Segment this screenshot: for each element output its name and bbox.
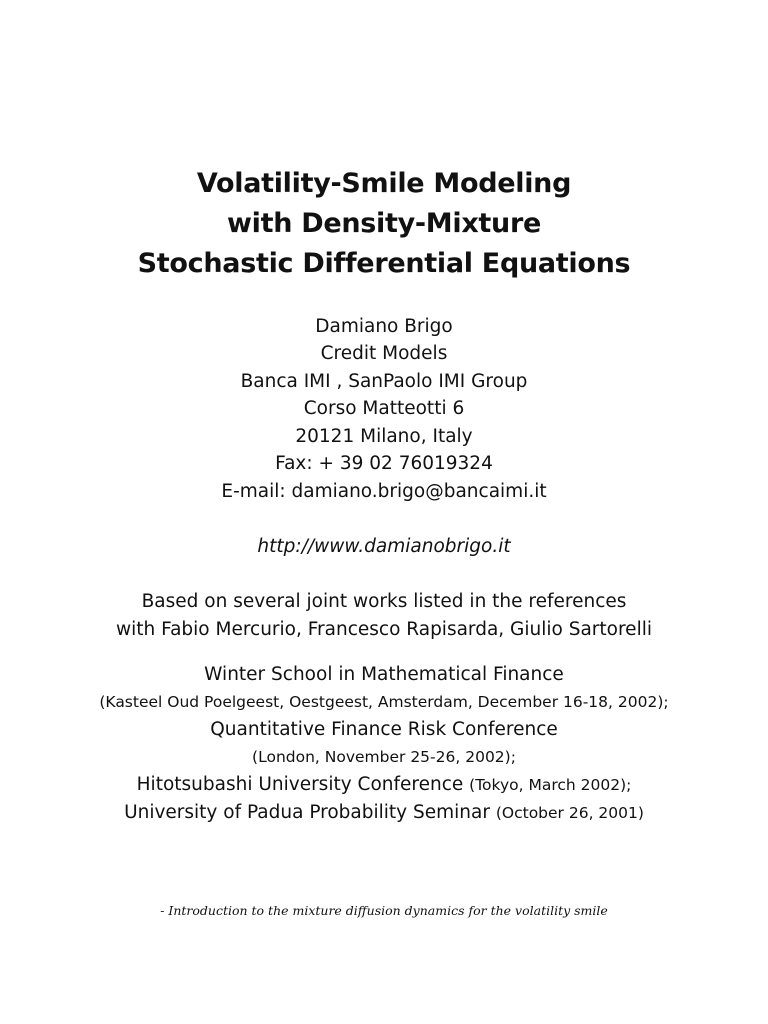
author-street: Corso Matteotti 6	[303, 398, 465, 419]
email-label: E-mail:	[221, 481, 292, 502]
venue-winter-school-details: (Kasteel Oud Poelgeest, Oestgeest, Amsterdam, December 16-18, 2002);	[99, 693, 669, 711]
author-organization: Banca IMI , SanPaolo IMI Group	[240, 371, 528, 392]
author-email-line	[0, 481, 768, 502]
author-fax: Fax: + 39 02 76019324	[275, 453, 493, 474]
title-line-3: Stochastic Differential Equations	[137, 248, 631, 279]
venue-padua-line	[0, 802, 768, 823]
venue-padua-details: (October 26, 2001)	[495, 804, 644, 822]
author-unit: Credit Models	[320, 343, 448, 364]
footer-running-title: - Introduction to the mixture diffusion dynamics for the volatility smile	[160, 903, 608, 918]
venue-hitotsubashi-details: (Tokyo, March 2002);	[469, 776, 632, 794]
title-line-2: with Density-Mixture	[226, 208, 541, 239]
venue-winter-school: Winter School in Mathematical Finance	[204, 664, 564, 685]
venue-padua: University of Padua Probability Seminar	[124, 802, 496, 823]
author-name: Damiano Brigo	[315, 316, 453, 337]
venue-hitotsubashi: Hitotsubashi University Conference	[136, 774, 470, 795]
email-address[interactable]: damiano.brigo@bancaimi.it	[291, 481, 547, 502]
venue-qfr-details: (London, November 25-26, 2002);	[252, 748, 516, 766]
venue-qfr-conference: Quantitative Finance Risk Conference	[210, 719, 558, 740]
based-on-line-1: Based on several joint works listed in the references	[141, 591, 627, 612]
venue-hitotsubashi-line	[0, 774, 768, 795]
title-line-1: Volatility-Smile Modeling	[196, 168, 572, 199]
author-city: 20121 Milano, Italy	[295, 426, 473, 447]
based-on-line-2: with Fabio Mercurio, Francesco Rapisarda, Giulio Sartorelli	[116, 619, 652, 640]
author-website-link[interactable]: http://www.damianobrigo.it	[257, 536, 511, 557]
